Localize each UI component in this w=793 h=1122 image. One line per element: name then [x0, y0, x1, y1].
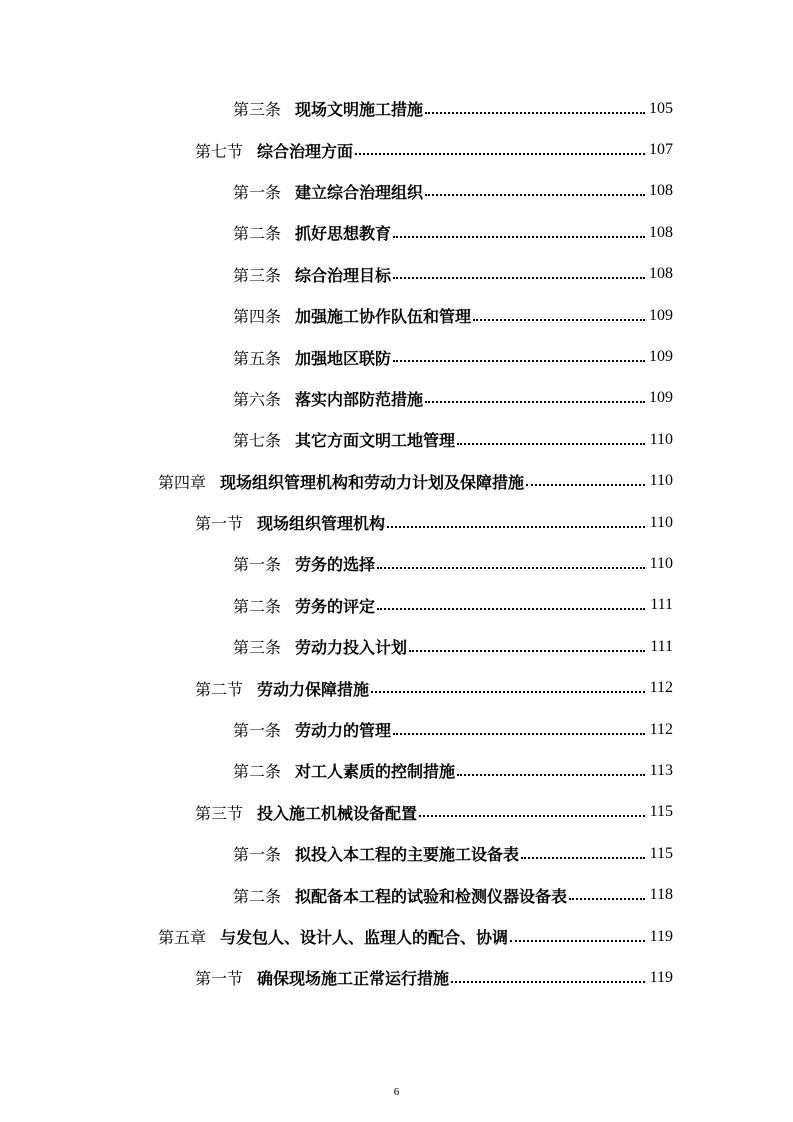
toc-entry-page: 110: [649, 472, 673, 490]
toc-entry-title: 拟配备本工程的试验和检测仪器设备表: [295, 886, 568, 906]
toc-entry[interactable]: [0, 461, 793, 502]
toc-entry[interactable]: [0, 212, 793, 253]
toc-entry-number: 第二节: [195, 679, 244, 699]
toc-entry-number: 第六条: [233, 389, 282, 409]
toc-entry[interactable]: [0, 585, 793, 626]
toc-entry-title: 综合治理方面: [257, 141, 354, 161]
toc-entry-title: 劳动力投入计划: [295, 638, 408, 658]
dot-leader: [425, 385, 645, 403]
toc-entry[interactable]: [0, 502, 793, 543]
dot-leader: [377, 551, 645, 569]
toc-entry-number: 第三条: [233, 265, 282, 285]
dot-leader: [569, 882, 645, 900]
toc-entry-page: 108: [649, 182, 673, 200]
toc-entry-number: 第三节: [195, 803, 244, 823]
toc-entry[interactable]: [0, 874, 793, 915]
toc-entry-number: 第一节: [195, 969, 244, 989]
toc-entry-number: 第一节: [195, 514, 244, 534]
toc-entry-page: 110: [649, 513, 673, 531]
toc-entry-page: 108: [649, 223, 673, 241]
toc-entry-number: 第四章: [158, 472, 207, 492]
toc-entry[interactable]: [0, 626, 793, 667]
toc-entry-page: 119: [649, 968, 673, 986]
toc-entry-number: 第二条: [233, 224, 282, 244]
toc-entry-title: 劳务的选择: [295, 555, 376, 575]
toc-entry-page: 115: [649, 844, 673, 862]
toc-entry-title: 加强施工协作队伍和管理: [295, 307, 472, 327]
dot-leader: [409, 634, 645, 652]
dot-leader: [526, 468, 645, 486]
toc-entry-number: 第三条: [233, 638, 282, 658]
dot-leader: [419, 799, 645, 817]
dot-leader: [457, 758, 645, 776]
toc-entry-number: 第五章: [158, 928, 207, 947]
toc-entry-title: 现场组织管理机构: [257, 514, 386, 534]
toc-entry-page: 118: [649, 886, 673, 904]
toc-entry-number: 第二条: [233, 886, 282, 906]
dot-leader: [451, 965, 645, 983]
toc-entry-number: 第三条: [233, 100, 282, 120]
toc-entry-page: 109: [649, 348, 673, 366]
toc-entry-page: 109: [649, 389, 673, 407]
toc-entry-page: 113: [649, 761, 673, 779]
toc-entry[interactable]: [0, 833, 793, 874]
toc-entry-title: 投入施工机械设备配置: [257, 803, 418, 823]
toc-entry-title: 与发包人、设计人、监理人的配合、协调: [220, 928, 509, 947]
toc-entry-page: 111: [650, 637, 673, 655]
toc-entry-number: 第一条: [233, 182, 282, 202]
toc-entry-title: 落实内部防范措施: [295, 389, 424, 409]
toc-entry[interactable]: [0, 709, 793, 750]
toc-entry-title: 现场组织管理机构和劳动力计划及保障措施: [220, 472, 525, 492]
toc-entry[interactable]: [0, 667, 793, 708]
toc-entry-number: 第二条: [233, 596, 282, 616]
toc-entry[interactable]: [0, 171, 793, 212]
toc-entry-number: 第七节: [195, 141, 244, 161]
toc-entry-number: 第五条: [233, 348, 282, 368]
toc-entry-page: 111: [650, 596, 673, 614]
toc-entry-page: 105: [649, 99, 673, 117]
dot-leader: [355, 137, 645, 155]
toc-entry-title: 建立综合治理组织: [295, 182, 424, 202]
toc-entry-title: 拟投入本工程的主要施工设备表: [295, 845, 520, 865]
dot-leader: [377, 592, 645, 610]
dot-leader: [510, 924, 645, 942]
toc-entry-number: 第一条: [233, 845, 282, 865]
toc-entry[interactable]: [0, 336, 793, 377]
toc-entry-title: 确保现场施工正常运行措施: [257, 969, 450, 989]
toc-entry-page: 110: [649, 554, 673, 572]
toc-entry-title: 劳务的评定: [295, 596, 376, 616]
toc-entry-title: 综合治理目标: [295, 265, 392, 285]
dot-leader: [473, 303, 645, 321]
dot-leader: [393, 220, 645, 238]
toc-entry-title: 现场文明施工措施: [295, 100, 424, 120]
dot-leader: [425, 178, 645, 196]
toc-entry-page: 108: [649, 265, 673, 283]
toc-entry[interactable]: [0, 378, 793, 419]
toc-entry-page: 107: [649, 141, 673, 159]
dot-leader: [393, 344, 645, 362]
table-of-contents: [0, 88, 793, 999]
toc-entry[interactable]: [0, 957, 793, 998]
toc-entry[interactable]: [0, 419, 793, 460]
toc-entry-title: 劳动力的管理: [295, 721, 392, 741]
toc-entry-page: 112: [649, 679, 673, 697]
dot-leader: [393, 717, 645, 735]
toc-entry-title: 劳动力保障措施: [257, 679, 370, 699]
toc-entry[interactable]: [0, 750, 793, 791]
toc-entry-page: 110: [649, 430, 673, 448]
dot-leader: [387, 510, 645, 528]
toc-entry[interactable]: [0, 88, 793, 129]
toc-entry-title: 加强地区联防: [295, 348, 392, 368]
toc-entry[interactable]: [0, 129, 793, 170]
toc-entry-page: 119: [649, 927, 673, 945]
toc-entry-number: 第四条: [233, 307, 282, 327]
toc-entry-page: 109: [649, 306, 673, 324]
toc-entry[interactable]: [0, 543, 793, 584]
toc-entry[interactable]: [0, 916, 793, 957]
toc-entry-title: 抓好思想教育: [295, 224, 392, 244]
toc-entry-page: 115: [649, 803, 673, 821]
toc-entry-page: 112: [649, 720, 673, 738]
toc-entry[interactable]: [0, 254, 793, 295]
toc-entry-number: 第二条: [233, 762, 282, 782]
toc-entry-number: 第一条: [233, 721, 282, 741]
dot-leader: [393, 261, 645, 279]
toc-entry-number: 第七条: [233, 431, 282, 451]
dot-leader: [371, 675, 645, 693]
toc-entry-title: 其它方面文明工地管理: [295, 431, 456, 451]
dot-leader: [457, 427, 645, 445]
dot-leader: [521, 841, 645, 859]
toc-entry[interactable]: [0, 792, 793, 833]
page-number: 6: [393, 1086, 400, 1098]
toc-entry-number: 第一条: [233, 555, 282, 575]
toc-entry[interactable]: [0, 295, 793, 336]
dot-leader: [425, 96, 645, 114]
toc-entry-title: 对工人素质的控制措施: [295, 762, 456, 782]
